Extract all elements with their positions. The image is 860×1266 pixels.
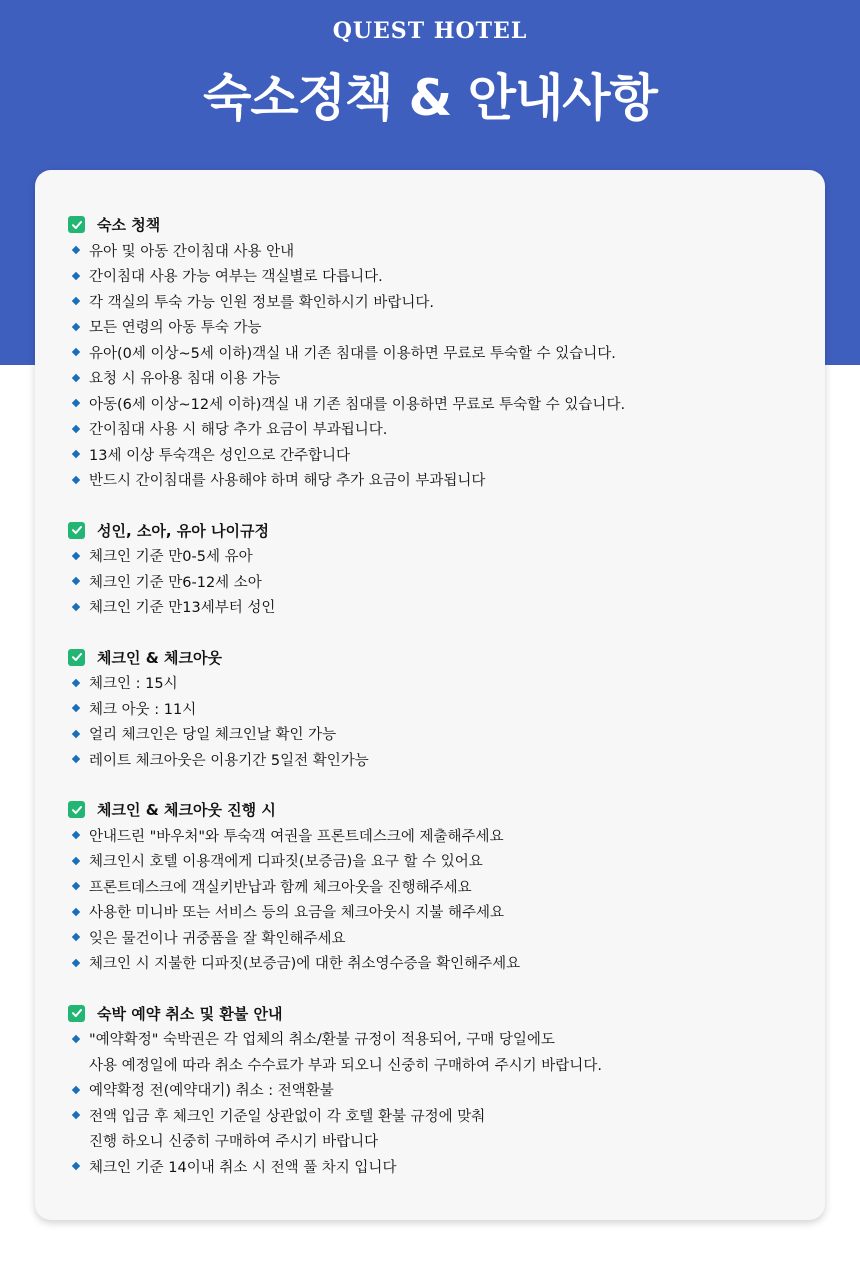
list-item	[68, 543, 808, 569]
list-item	[68, 238, 808, 264]
list-item	[68, 263, 808, 289]
diamond-bullet-icon	[72, 603, 80, 611]
list-item	[68, 1154, 808, 1180]
list-item-text: 안내드린 "바우처"와 투숙객 여권을 프론트데스크에 제출해주세요	[89, 828, 504, 845]
diamond-bullet-icon	[72, 246, 80, 254]
list-item-text: 체크인 시 지불한 디파짓(보증금)에 대한 취소영수증을 확인해주세요	[89, 956, 521, 973]
list-item	[68, 340, 808, 366]
list-item-text: 전액 입금 후 체크인 기준일 상관없이 각 호텔 환불 규정에 맞춰	[89, 1108, 486, 1125]
list-item-text: 체크인 : 15시	[89, 676, 178, 693]
section-heading	[68, 645, 808, 671]
list-item-text: 아동(6세 이상~12세 이하)객실 내 기존 침대를 이용하면 무료로 투숙할 수 있습니다.	[89, 396, 626, 413]
diamond-bullet-icon	[72, 577, 80, 585]
list-item-text: 사용 예정일에 따라 취소 수수료가 부과 되오니 신중히 구매하여 주시기 바랍니다.	[89, 1057, 602, 1074]
diamond-bullet-icon	[72, 730, 80, 738]
list-item-text: 프론트데스크에 객실키반납과 함께 체크아웃을 진행해주세요	[89, 879, 472, 896]
diamond-bullet-icon	[72, 831, 80, 839]
policy-card	[35, 170, 825, 1220]
section-heading	[68, 212, 808, 238]
list-item	[68, 391, 808, 417]
policy-section	[68, 1001, 808, 1180]
diamond-bullet-icon	[72, 1035, 80, 1043]
list-item	[68, 1026, 808, 1052]
diamond-bullet-icon	[72, 348, 80, 356]
list-item-text: 얼리 체크인은 당일 체크인날 확인 가능	[89, 727, 337, 744]
section-heading-text: 체크인 & 체크아웃	[97, 648, 222, 667]
diamond-bullet-icon	[72, 679, 80, 687]
list-item-text: 체크 아웃 : 11시	[89, 701, 197, 718]
section-heading	[68, 1001, 808, 1027]
list-item	[68, 747, 808, 773]
list-item-continuation	[68, 1128, 808, 1154]
list-item	[68, 848, 808, 874]
diamond-bullet-icon	[72, 882, 80, 890]
checkbox-checked-icon	[68, 522, 85, 539]
section-heading-text: 성인, 소아, 유아 나이규정	[97, 521, 269, 540]
list-item-text: 체크인 기준 14이내 취소 시 전액 풀 차지 입니다	[89, 1159, 397, 1176]
list-item	[68, 721, 808, 747]
diamond-bullet-icon	[72, 399, 80, 407]
list-item	[68, 442, 808, 468]
checkbox-checked-icon	[68, 801, 85, 818]
section-heading-text: 숙박 예약 취소 및 환불 안내	[97, 1004, 283, 1023]
diamond-bullet-icon	[72, 857, 80, 865]
list-item	[68, 365, 808, 391]
list-item	[68, 823, 808, 849]
list-item-text: "예약확정" 숙박권은 각 업체의 취소/환불 규정이 적용되어, 구매 당일에도	[89, 1032, 555, 1049]
list-item	[68, 874, 808, 900]
list-item-text: 요청 시 유아용 침대 이용 가능	[89, 371, 281, 388]
list-item	[68, 899, 808, 925]
list-item-text: 유아(0세 이상~5세 이하)객실 내 기존 침대를 이용하면 무료로 투숙할 수 있습니다.	[89, 345, 616, 362]
section-heading	[68, 797, 808, 823]
list-item-text: 사용한 미니바 또는 서비스 등의 요금을 체크아웃시 지불 해주세요	[89, 905, 505, 922]
list-item-text: 체크인 기준 만6-12세 소아	[89, 574, 262, 591]
diamond-bullet-icon	[72, 933, 80, 941]
list-item	[68, 467, 808, 493]
list-item-text: 간이침대 사용 시 해당 추가 요금이 부과됩니다.	[89, 422, 388, 439]
list-item-text: 체크인 기준 만0-5세 유아	[89, 549, 253, 566]
list-item-text: 체크인시 호텔 이용객에게 디파짓(보증금)을 요구 할 수 있어요	[89, 854, 483, 871]
list-item-text: 13세 이상 투숙객은 성인으로 간주합니다	[89, 447, 350, 464]
diamond-bullet-icon	[72, 1086, 80, 1094]
list-item	[68, 416, 808, 442]
list-item	[68, 925, 808, 951]
diamond-bullet-icon	[72, 374, 80, 382]
list-item-text: 반드시 간이침대를 사용해야 하며 해당 추가 요금이 부과됩니다	[89, 473, 486, 490]
diamond-bullet-icon	[72, 272, 80, 280]
list-item-text: 진행 하오니 신중히 구매하여 주시기 바랍니다	[89, 1134, 379, 1151]
list-item-continuation	[68, 1052, 808, 1078]
diamond-bullet-icon	[72, 297, 80, 305]
section-heading-text: 숙소 청책	[97, 216, 161, 235]
policy-section	[68, 797, 808, 976]
diamond-bullet-icon	[72, 1111, 80, 1119]
list-item	[68, 594, 808, 620]
list-item	[68, 569, 808, 595]
section-heading-text: 체크인 & 체크아웃 진행 시	[97, 801, 276, 820]
policy-section	[68, 212, 808, 493]
policy-sections	[68, 212, 808, 1204]
list-item-text: 잊은 물건이나 귀중품을 잘 확인해주세요	[89, 930, 346, 947]
diamond-bullet-icon	[72, 425, 80, 433]
list-item	[68, 1077, 808, 1103]
checkbox-checked-icon	[68, 1005, 85, 1022]
list-item-text: 체크인 기준 만13세부터 성인	[89, 600, 276, 617]
list-item-text: 각 객실의 투숙 가능 인원 정보를 확인하시기 바랍니다.	[89, 294, 435, 311]
checkbox-checked-icon	[68, 649, 85, 666]
diamond-bullet-icon	[72, 704, 80, 712]
list-item-text: 레이트 체크아웃은 이용기간 5일전 확인가능	[89, 752, 369, 769]
diamond-bullet-icon	[72, 959, 80, 967]
list-item	[68, 670, 808, 696]
section-heading	[68, 518, 808, 544]
diamond-bullet-icon	[72, 552, 80, 560]
list-item	[68, 314, 808, 340]
list-item	[68, 696, 808, 722]
list-item-text: 간이침대 사용 가능 여부는 객실별로 다릅니다.	[89, 269, 383, 286]
diamond-bullet-icon	[72, 476, 80, 484]
policy-section	[68, 518, 808, 620]
diamond-bullet-icon	[72, 450, 80, 458]
list-item	[68, 950, 808, 976]
diamond-bullet-icon	[72, 755, 80, 763]
checkbox-checked-icon	[68, 216, 85, 233]
diamond-bullet-icon	[72, 323, 80, 331]
list-item	[68, 1103, 808, 1129]
policy-section	[68, 645, 808, 773]
list-item	[68, 289, 808, 315]
diamond-bullet-icon	[72, 1162, 80, 1170]
diamond-bullet-icon	[72, 908, 80, 916]
list-item-text: 모든 연령의 아동 투숙 가능	[89, 320, 262, 337]
list-item-text: 유아 및 아동 간이침대 사용 안내	[89, 243, 295, 260]
hotel-brand: QUEST HOTEL	[332, 18, 528, 44]
list-item-text: 예약확정 전(예약대기) 취소 : 전액환불	[89, 1083, 334, 1100]
page-title: 숙소정책 & 안내사항	[203, 69, 657, 127]
